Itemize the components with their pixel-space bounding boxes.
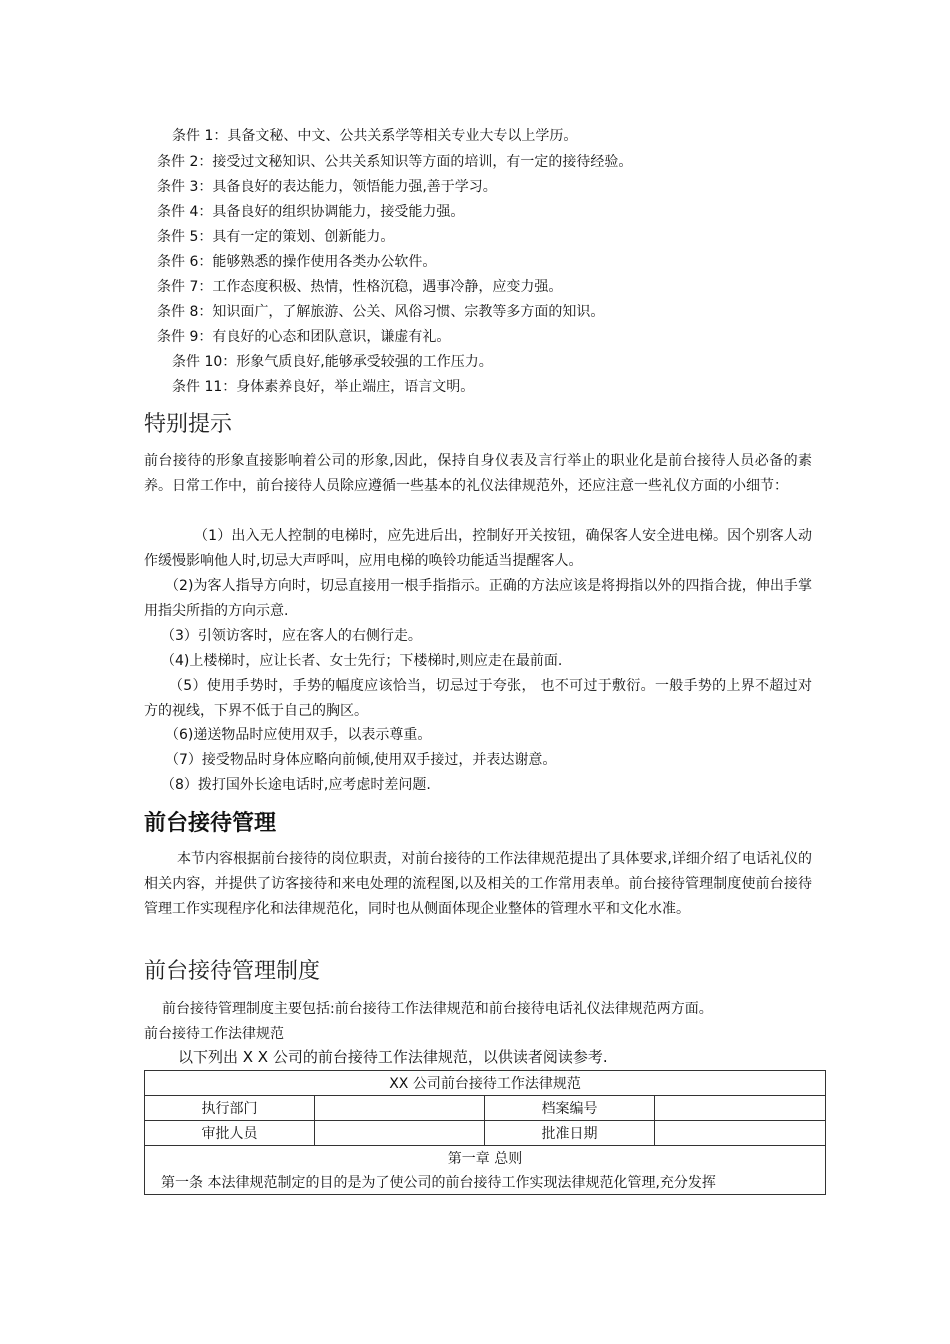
- article-1: 第一条 本法律规范制定的目的是为了使公司的前台接待工作实现法律规范化管理,充分发挥: [145, 1170, 826, 1195]
- exec-dept-label: 执行部门: [145, 1096, 315, 1121]
- system-line-3: 以下列出 X X 公司的前台接待工作法律规范，以供读者阅读参考.: [178, 1048, 608, 1066]
- tip-4: （4)上楼梯时，应让长者、女士先行；下楼梯时,则应走在最前面.: [161, 653, 563, 669]
- special-heading: 特别提示: [144, 412, 233, 437]
- management-heading: 前台接待管理: [144, 811, 277, 836]
- system-line-2: 前台接待工作法律规范: [144, 1026, 284, 1042]
- approver-label: 审批人员: [145, 1121, 315, 1146]
- approve-date-value: [655, 1121, 826, 1146]
- tip-6: （6)递送物品时应使用双手，以表示尊重。: [165, 727, 432, 743]
- management-body: 本节内容根据前台接待的岗位职责，对前台接待的工作法律规范提出了具体要求,详细介绍了电话礼仪的相关内容，并提供了访客接待和来电处理的流程图,以及相关的工作常用表单。前台接待管理制度使前台接待管理工作实现程序化和法律规范化，同时也从侧面体现企业整体的管理水平和文化水准。: [144, 851, 812, 917]
- tip-7: （7）接受物品时身体应略向前倾,使用双手接过，并表达谢意。: [165, 752, 557, 768]
- system-heading: 前台接待管理制度: [144, 959, 321, 984]
- condition-5: 条件 5：具有一定的策划、创新能力。: [157, 229, 395, 245]
- exec-dept-value: [315, 1096, 485, 1121]
- chapter-heading: 第一章 总则: [145, 1146, 826, 1171]
- file-no-value: [655, 1096, 826, 1121]
- tip-3: （3）引领访客时，应在客人的右侧行走。: [161, 628, 422, 644]
- condition-4: 条件 4：具备良好的组织协调能力，接受能力强。: [157, 204, 465, 220]
- table-title: XX 公司前台接待工作法律规范: [145, 1071, 826, 1096]
- condition-1: 条件 1：具备文秘、中文、公共关系学等相关专业大专以上学历。: [172, 128, 578, 144]
- condition-11: 条件 11：身体素养良好，举止端庄，语言文明。: [172, 379, 475, 395]
- approve-date-label: 批准日期: [485, 1121, 655, 1146]
- system-line-1: 前台接待管理制度主要包括:前台接待工作法律规范和前台接待电话礼仪法律规范两方面。: [162, 1001, 713, 1017]
- tip-2: （2)为客人指导方向时，切忌直接用一根手指指示。正确的方法应该是将拇指以外的四指合拢，伸出手掌用指尖所指的方向示意.: [144, 578, 812, 619]
- tip-5: （5）使用手势时，手势的幅度应该恰当，切忌过于夸张， 也不可过于敷衍。一般手势的上界不超过对方的视线，下界不低于自己的胸区。: [144, 678, 812, 719]
- condition-10: 条件 10：形象气质良好,能够承受较强的工作压力。: [172, 354, 493, 370]
- special-intro: 前台接待的形象直接影响着公司的形象,因此，保持自身仪表及言行举止的职业化是前台接待人员必备的素养。日常工作中，前台接待人员除应遵循一些基本的礼仪法律规范外，还应注意一些礼仪方面的小细节：: [144, 453, 812, 494]
- tip-1: （1）出入无人控制的电梯时，应先进后出，控制好开关按钮，确保客人安全进电梯。因个别客人动作缓慢影响他人时,切忌大声呼叫，应用电梯的唤铃功能适当提醒客人。: [144, 528, 812, 569]
- tip-8: （8）拨打国外长途电话时,应考虑时差问题.: [161, 777, 431, 793]
- condition-6: 条件 6：能够熟悉的操作使用各类办公软件。: [157, 254, 437, 270]
- condition-2: 条件 2：接受过文秘知识、公共关系知识等方面的培训，有一定的接待经验。: [157, 154, 633, 170]
- condition-7: 条件 7：工作态度积极、热情，性格沉稳，遇事冷静，应变力强。: [157, 279, 563, 295]
- approver-value: [315, 1121, 485, 1146]
- condition-3: 条件 3：具备良好的表达能力，领悟能力强,善于学习。: [157, 179, 497, 195]
- regulation-table: [144, 1070, 826, 1195]
- condition-9: 条件 9：有良好的心态和团队意识，谦虚有礼。: [157, 329, 451, 345]
- file-no-label: 档案编号: [485, 1096, 655, 1121]
- condition-8: 条件 8：知识面广，了解旅游、公关、风俗习惯、宗教等多方面的知识。: [157, 304, 605, 320]
